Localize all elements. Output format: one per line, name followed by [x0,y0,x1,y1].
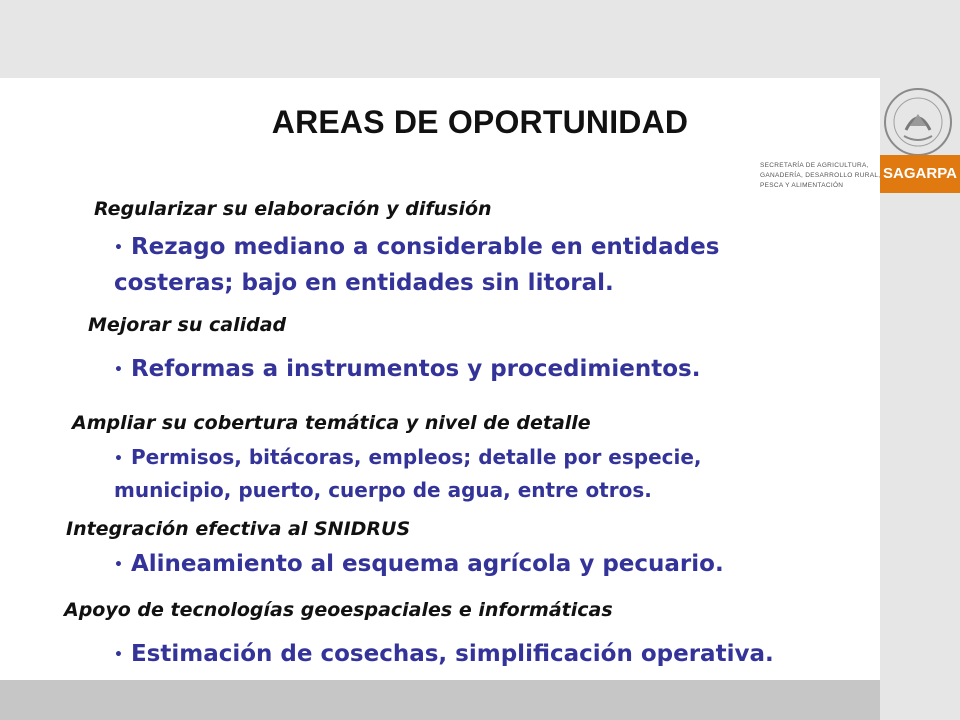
bullet-text: Estimación de cosechas, simplificación operativa. [130,641,774,667]
brand-line-1: SECRETARÍA DE AGRICULTURA, [760,162,869,169]
bullet-item-3 [114,445,702,469]
bullet-text: Rezago mediano a considerable en entidades [130,234,720,260]
bullet-item-2 [114,356,700,382]
bullet-dot-icon: • [114,646,123,663]
brand-line-3: PESCA Y ALIMENTACIÓN [760,182,844,189]
section-heading-3: Ampliar su cobertura temática y nivel de detalle [72,412,591,434]
bullet-item-5 [114,641,774,667]
section-heading-4: Integración efectiva al SNIDRUS [66,518,411,540]
top-band [0,0,880,78]
section-heading-2: Mejorar su calidad [88,314,287,336]
bullet-item-1 [114,234,719,260]
section-heading-5: Apoyo de tecnologías geoespaciales e informáticas [64,599,613,621]
national-seal-icon [882,86,954,158]
brand-logo: SAGARPA [880,155,960,193]
bottom-band [0,680,880,720]
page-title: AREAS DE OPORTUNIDAD [271,104,689,140]
bullet-text: Alineamiento al esquema agrícola y pecuario. [130,551,724,577]
bullet-item-4 [114,551,724,577]
bullet-dot-icon: • [114,361,123,378]
bullet-text: Permisos, bitácoras, empleos; detalle por especie, [130,445,702,469]
bullet-text: Reformas a instrumentos y procedimientos. [130,356,701,382]
bullet-dot-icon: • [114,556,123,573]
brand-line-2: GANADERÍA, DESARROLLO RURAL, [760,172,881,179]
bullet-item-3-line-2: municipio, puerto, cuerpo de agua, entre otros. [114,478,652,502]
bullet-item-1-line-2: costeras; bajo en entidades sin litoral. [114,270,614,296]
section-heading-1: Regularizar su elaboración y difusión [94,198,492,220]
bullet-dot-icon: • [114,239,123,256]
bullet-dot-icon: • [114,450,123,467]
